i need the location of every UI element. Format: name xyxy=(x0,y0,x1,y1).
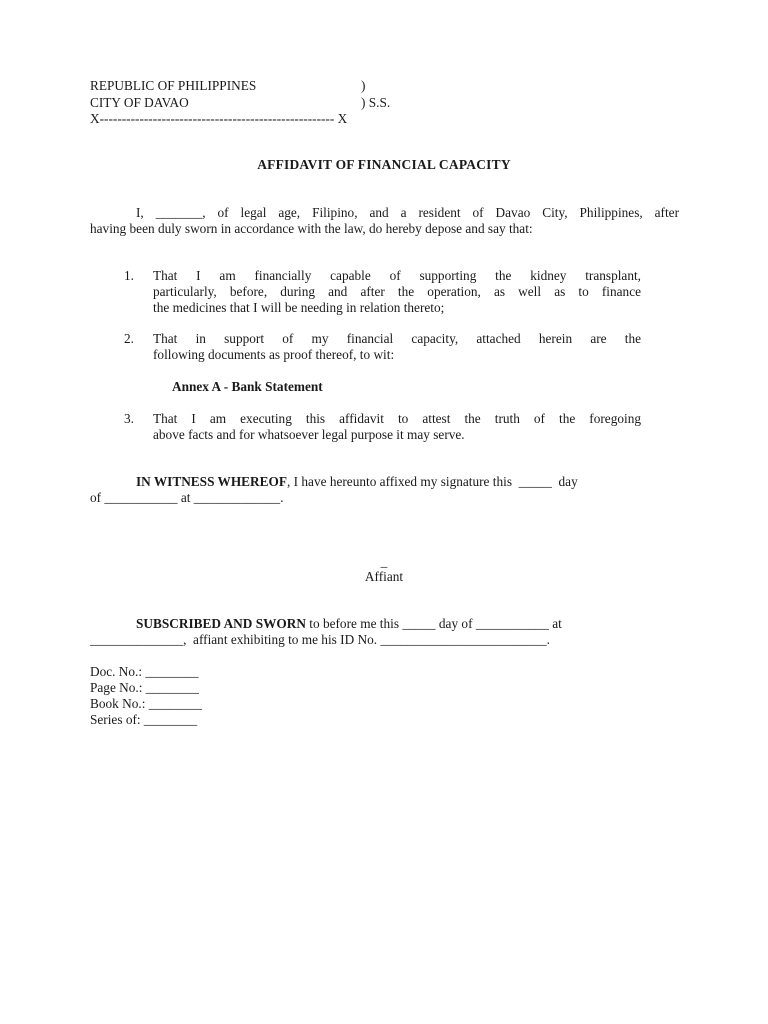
witness-line-2: of ___________ at _____________. xyxy=(90,490,284,505)
list-item-number: 3. xyxy=(124,411,134,426)
subscribed-bold: SUBSCRIBED AND SWORN xyxy=(136,616,306,631)
series-of: Series of: ________ xyxy=(90,712,198,727)
list-item-line: above facts and for whatsoever legal purpose it may serve. xyxy=(153,427,465,442)
list-item-line: That I am executing this affidavit to attest the truth of the foregoing xyxy=(153,411,641,426)
subscribed-paragraph xyxy=(90,616,679,648)
list-item-text xyxy=(153,411,641,443)
header-bracket-1: ) xyxy=(361,78,366,93)
list-item-number: 1. xyxy=(124,268,134,283)
subscribed-line-1 xyxy=(90,616,679,632)
list-item-line: the medicines that I will be needing in relation thereto; xyxy=(153,300,445,315)
page-number: Page No.: ________ xyxy=(90,680,199,695)
witness-bold: IN WITNESS WHEREOF xyxy=(136,474,287,489)
annex-label: Annex A - Bank Statement xyxy=(172,379,323,394)
list-item-line: That I am financially capable of supporting the kidney transplant, xyxy=(153,268,641,283)
header-city: CITY OF DAVAO xyxy=(90,95,189,110)
intro-line-2: having been duly sworn in accordance with the law, do hereby depose and say that: xyxy=(90,221,533,236)
signature-line: _ xyxy=(380,554,388,569)
list-item-text xyxy=(153,331,641,363)
book-number: Book No.: ________ xyxy=(90,696,202,711)
intro-paragraph xyxy=(90,205,679,237)
list-item-line: following documents as proof thereof, to wit: xyxy=(153,347,395,362)
page-title: AFFIDAVIT OF FINANCIAL CAPACITY xyxy=(257,157,511,172)
list-item-text xyxy=(153,268,641,316)
header-bracket-2: ) S.S. xyxy=(361,95,391,110)
list-item-line: particularly, before, during and after the operation, as well as to finance xyxy=(153,284,641,299)
witness-line-1 xyxy=(90,474,679,490)
list-item-line: That in support of my financial capacity, attached herein are the xyxy=(153,331,641,346)
affiant-label: Affiant xyxy=(364,569,404,584)
intro-line-1: I, _______, of legal age, Filipino, and a resident of Davao City, Philippines, after xyxy=(136,205,679,220)
header-divider: X----------------------------------------------------- X xyxy=(90,111,348,126)
subscribed-line-2: ______________, affiant exhibiting to me his ID No. _________________________. xyxy=(90,632,550,647)
doc-number: Doc. No.: ________ xyxy=(90,664,199,679)
witness-rest: , I have hereunto affixed my signature this _____ day xyxy=(287,474,578,489)
witness-paragraph xyxy=(90,474,679,506)
subscribed-rest: to before me this _____ day of ___________ at xyxy=(305,616,562,631)
header-republic: REPUBLIC OF PHILIPPINES xyxy=(90,78,257,93)
list-item-number: 2. xyxy=(124,331,134,346)
